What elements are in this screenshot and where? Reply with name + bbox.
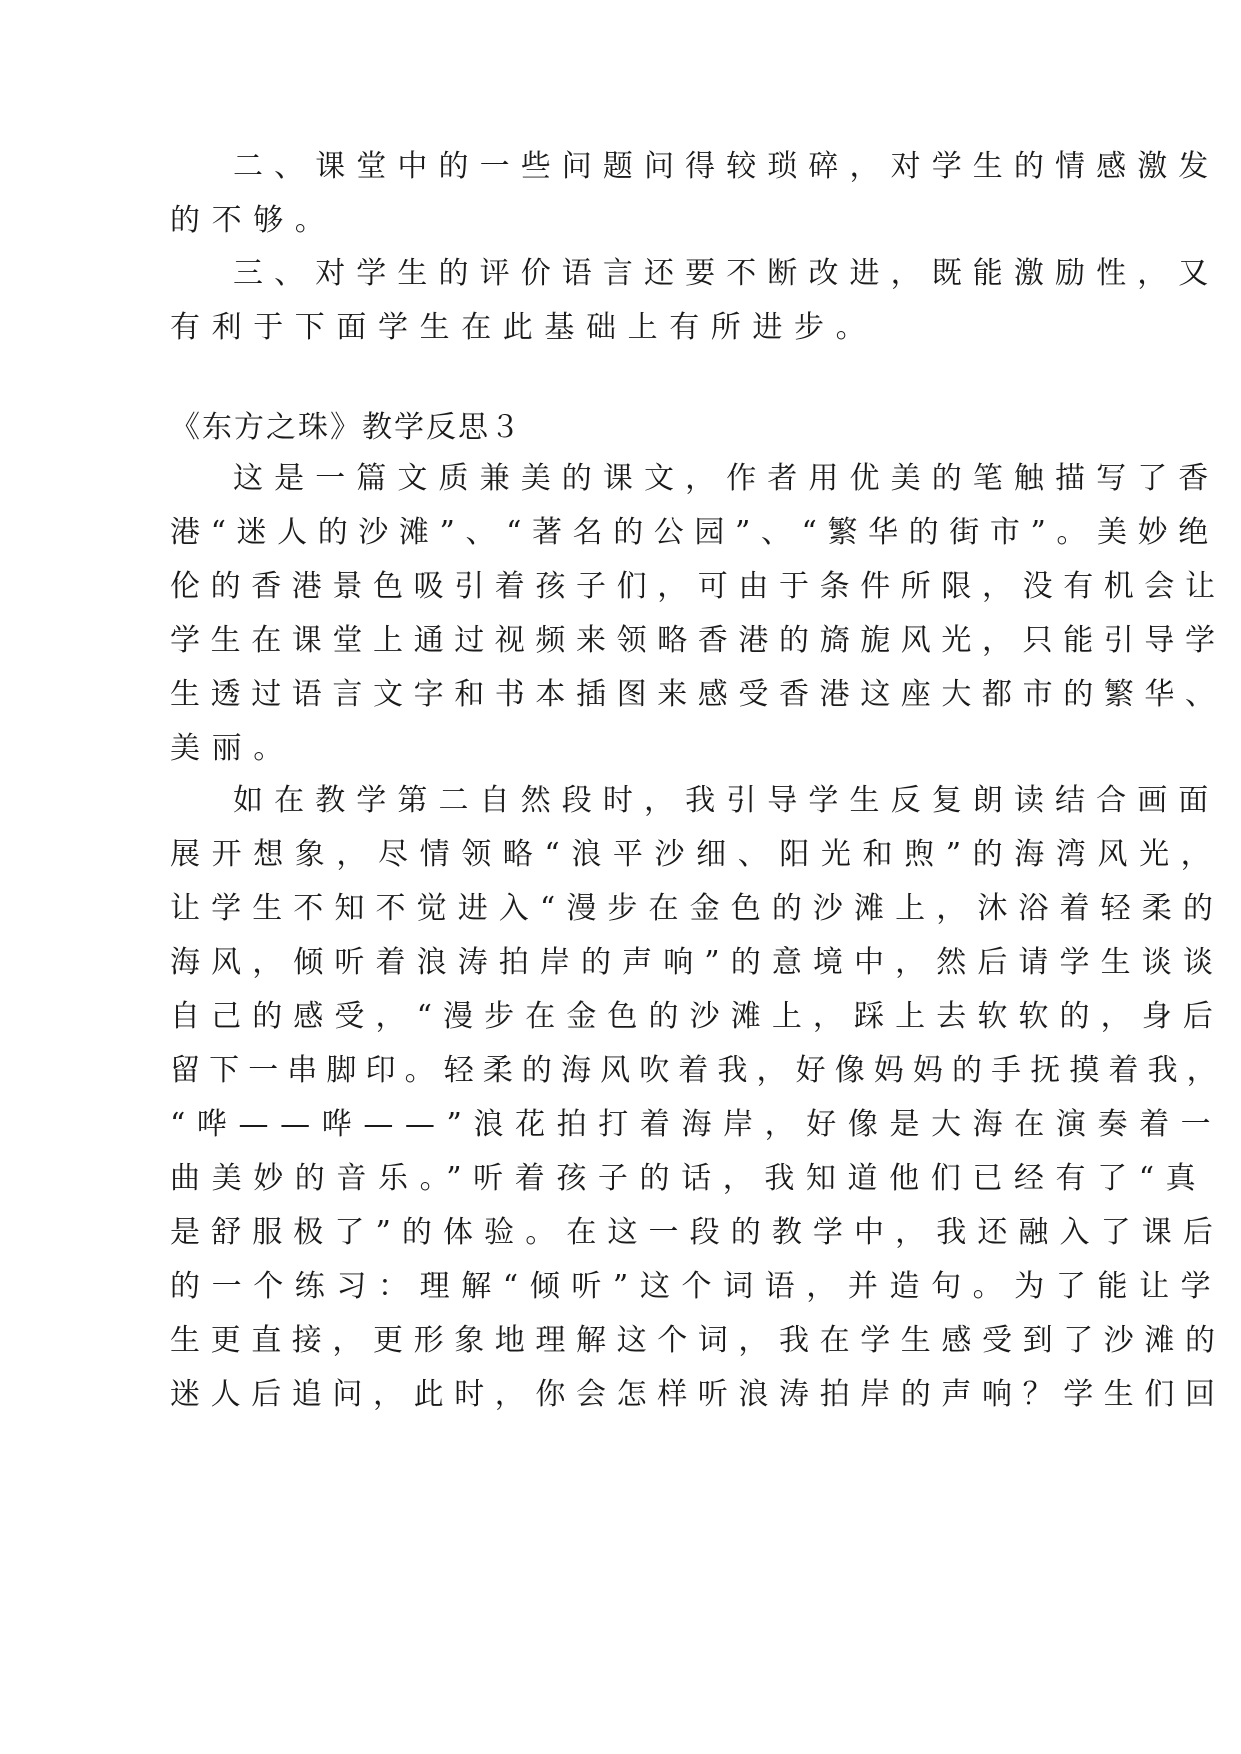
paragraph-a-line-6: 美丽。 — [170, 731, 295, 766]
paragraph-3-line-2: 有利于下面学生在此基础上有所进步。 — [170, 310, 878, 345]
paragraph-a-line-5: 生透过语言文字和书本插图来感受香港这座大都市的繁华、 — [170, 677, 1226, 712]
paragraph-b-line-8: 曲美妙的音乐。”听着孩子的话，我知道他们已经有了“真 — [170, 1161, 1208, 1196]
section-title: 《东方之珠》教学反思３ — [170, 410, 522, 445]
paragraph-a-line-4: 学生在课堂上通过视频来领略香港的旖旎风光，只能引导学 — [170, 623, 1226, 658]
paragraph-b-line-10: 的一个练习：理解“倾听”这个词语，并造句。为了能让学 — [170, 1269, 1223, 1304]
paragraph-2-line-2: 的不够。 — [170, 203, 337, 238]
paragraph-b-line-4: 海风，倾听着浪涛拍岸的声响”的意境中，然后请学生谈谈 — [170, 945, 1224, 980]
paragraph-b-line-2: 展开想象，尽情领略“浪平沙细、阳光和煦”的海湾风光， — [170, 837, 1223, 872]
paragraph-b-line-7: “哗——哗——”浪花拍打着海岸，好像是大海在演奏着一 — [170, 1107, 1223, 1142]
paragraph-a-line-3: 伦的香港景色吸引着孩子们，可由于条件所限，没有机会让 — [170, 569, 1226, 604]
paragraph-b-line-1: 如在教学第二自然段时，我引导学生反复朗读结合画面 — [233, 783, 1220, 818]
paragraph-b-line-9: 是舒服极了”的体验。在这一段的教学中，我还融入了课后 — [170, 1215, 1224, 1250]
paragraph-b-line-5: 自己的感受，“漫步在金色的沙滩上，踩上去软软的，身后 — [170, 999, 1224, 1034]
paragraph-b-line-6: 留下一串脚印。轻柔的海风吹着我，好像妈妈的手抚摸着我， — [170, 1053, 1226, 1088]
paragraph-a-line-2: 港“迷人的沙滩”、“著名的公园”、“繁华的街市”。美妙绝 — [170, 515, 1219, 550]
paragraph-3-line-1: 三、对学生的评价语言还要不断改进，既能激励性，又 — [233, 256, 1220, 291]
paragraph-b-line-11: 生更直接，更形象地理解这个词，我在学生感受到了沙滩的 — [170, 1323, 1226, 1358]
paragraph-b-line-12: 迷人后追问，此时，你会怎样听浪涛拍岸的声响？学生们回 — [170, 1377, 1226, 1412]
paragraph-b-line-3: 让学生不知不觉进入“漫步在金色的沙滩上，沐浴着轻柔的 — [170, 891, 1224, 926]
paragraph-a-line-1: 这是一篇文质兼美的课文，作者用优美的笔触描写了香 — [233, 461, 1220, 496]
paragraph-2-line-1: 二、课堂中的一些问题问得较琐碎，对学生的情感激发 — [233, 149, 1220, 184]
